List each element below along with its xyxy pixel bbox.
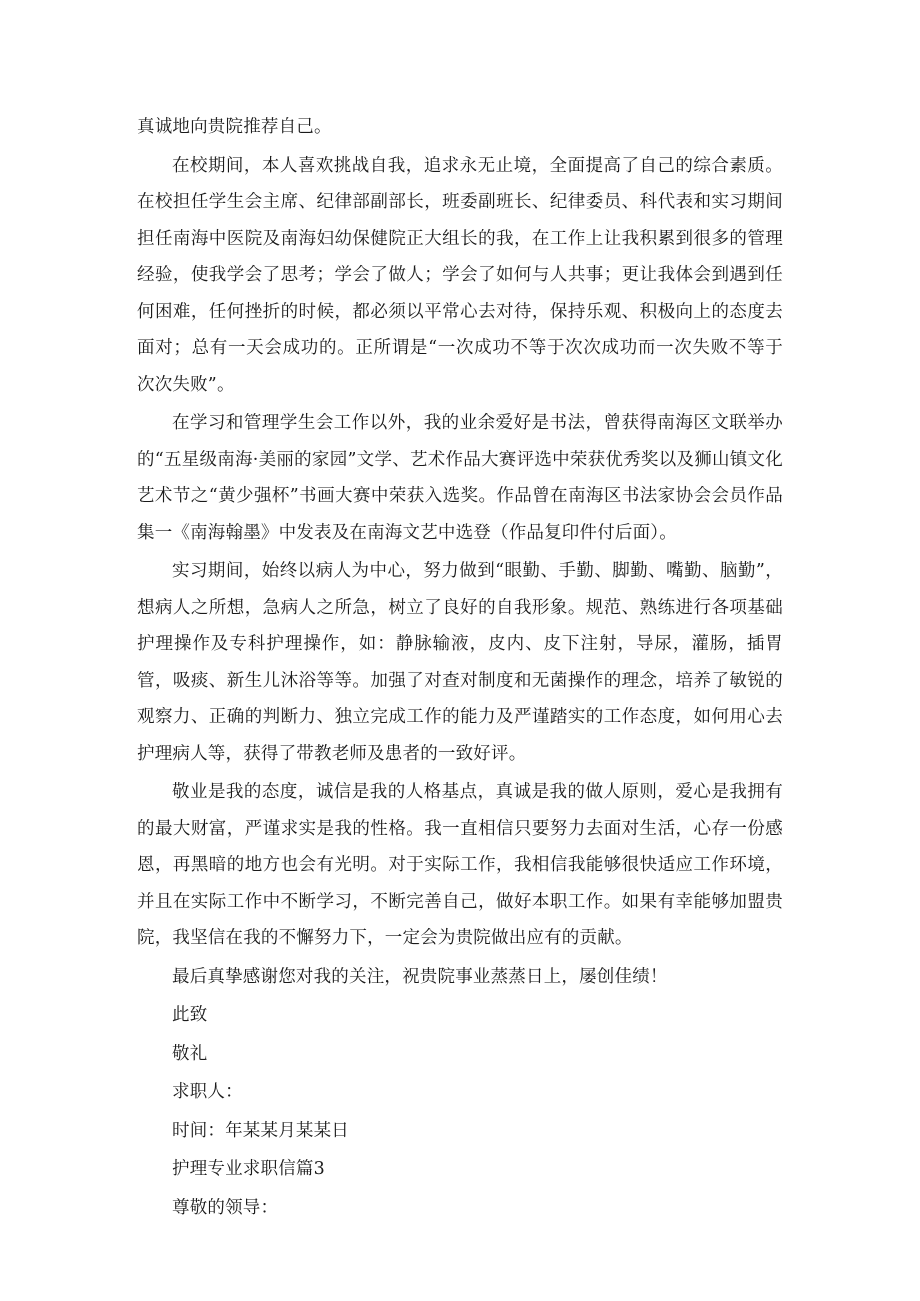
section-salutation: 尊敬的领导：: [172, 1197, 279, 1218]
paragraph-thanks: 最后真挚感谢您对我的关注，祝贵院事业蒸蒸日上，屡创佳绩！: [172, 966, 668, 987]
paragraph-hobby-calligraphy: 在学习和管理学生会工作以外，我的业余爱好是书法，曾获得南海区文联举办的“五星级南海·美丽的家园”文学、艺术作品大赛评选中荣获优秀奖以及狮山镇文化艺术节之“黄少强杯”书画大赛中荣获入选奖。作品曾在南海区书法家协会会员作品集一《南海翰墨》中发表及在南海文艺中选登（作品复印件付后面）。: [137, 413, 783, 543]
section-title: 护理专业求职信篇3: [172, 1159, 325, 1179]
paragraph-opening-fragment: 真诚地向贵院推荐自己。: [137, 117, 332, 137]
paragraph-internship: 实习期间，始终以病人为中心，努力做到“眼勤、手勤、脚勤、嘴勤、脑勤”，想病人之所想，急病人之所急，树立了良好的自我形象。规范、熟练进行各项基础护理操作及专科护理操作，如：静脉输液，皮内、皮下注射，导尿，灌肠，插胃管，吸痰、新生儿沐浴等等。加强了对查对制度和无菌操作的理念，培养了敏锐的观察力、正确的判断力、独立完成工作的能力及严谨踏实的工作态度，如何用心去护理病人等，获得了带教老师及患者的一致好评。: [137, 561, 783, 764]
applicant-label: 求职人：: [172, 1082, 243, 1102]
closing-salute: 敬礼: [172, 1043, 208, 1064]
paragraph-attitude: 敬业是我的态度，诚信是我的人格基点，真诚是我的做人原则，爱心是我拥有的最大财富，严谨求实是我的性格。我一直相信只要努力去面对生活，心存一份感恩，再黑暗的地方也会有光明。对于实际工作，我相信我能够很快适应工作环境，并且在实际工作中不断学习，不断完善自己，做好本职工作。如果有幸能够加盟贵院，我坚信在我的不懈努力下，一定会为贵院做出应有的贡献。: [137, 782, 783, 948]
date-line: 时间：年某某月某某日: [172, 1120, 349, 1141]
letter-body: [137, 109, 783, 1226]
closing-greeting: 此致: [172, 1005, 208, 1025]
paragraph-school-experience: 在校期间，本人喜欢挑战自我，追求永无止境，全面提高了自己的综合素质。在校担任学生会主席、纪律部副部长，班委副班长、纪律委员、科代表和实习期间担任南海中医院及南海妇幼保健院正大组长的我，在工作上让我积累到很多的管理经验，使我学会了思考；学会了做人；学会了如何与人共事；更让我体会到遇到任何困难，任何挫折的时候，都必须以平常心去对待，保持乐观、积极向上的态度去面对；总有一天会成功的。正所谓是“一次成功不等于次次成功而一次失败不等于次次失败”。: [137, 155, 783, 395]
